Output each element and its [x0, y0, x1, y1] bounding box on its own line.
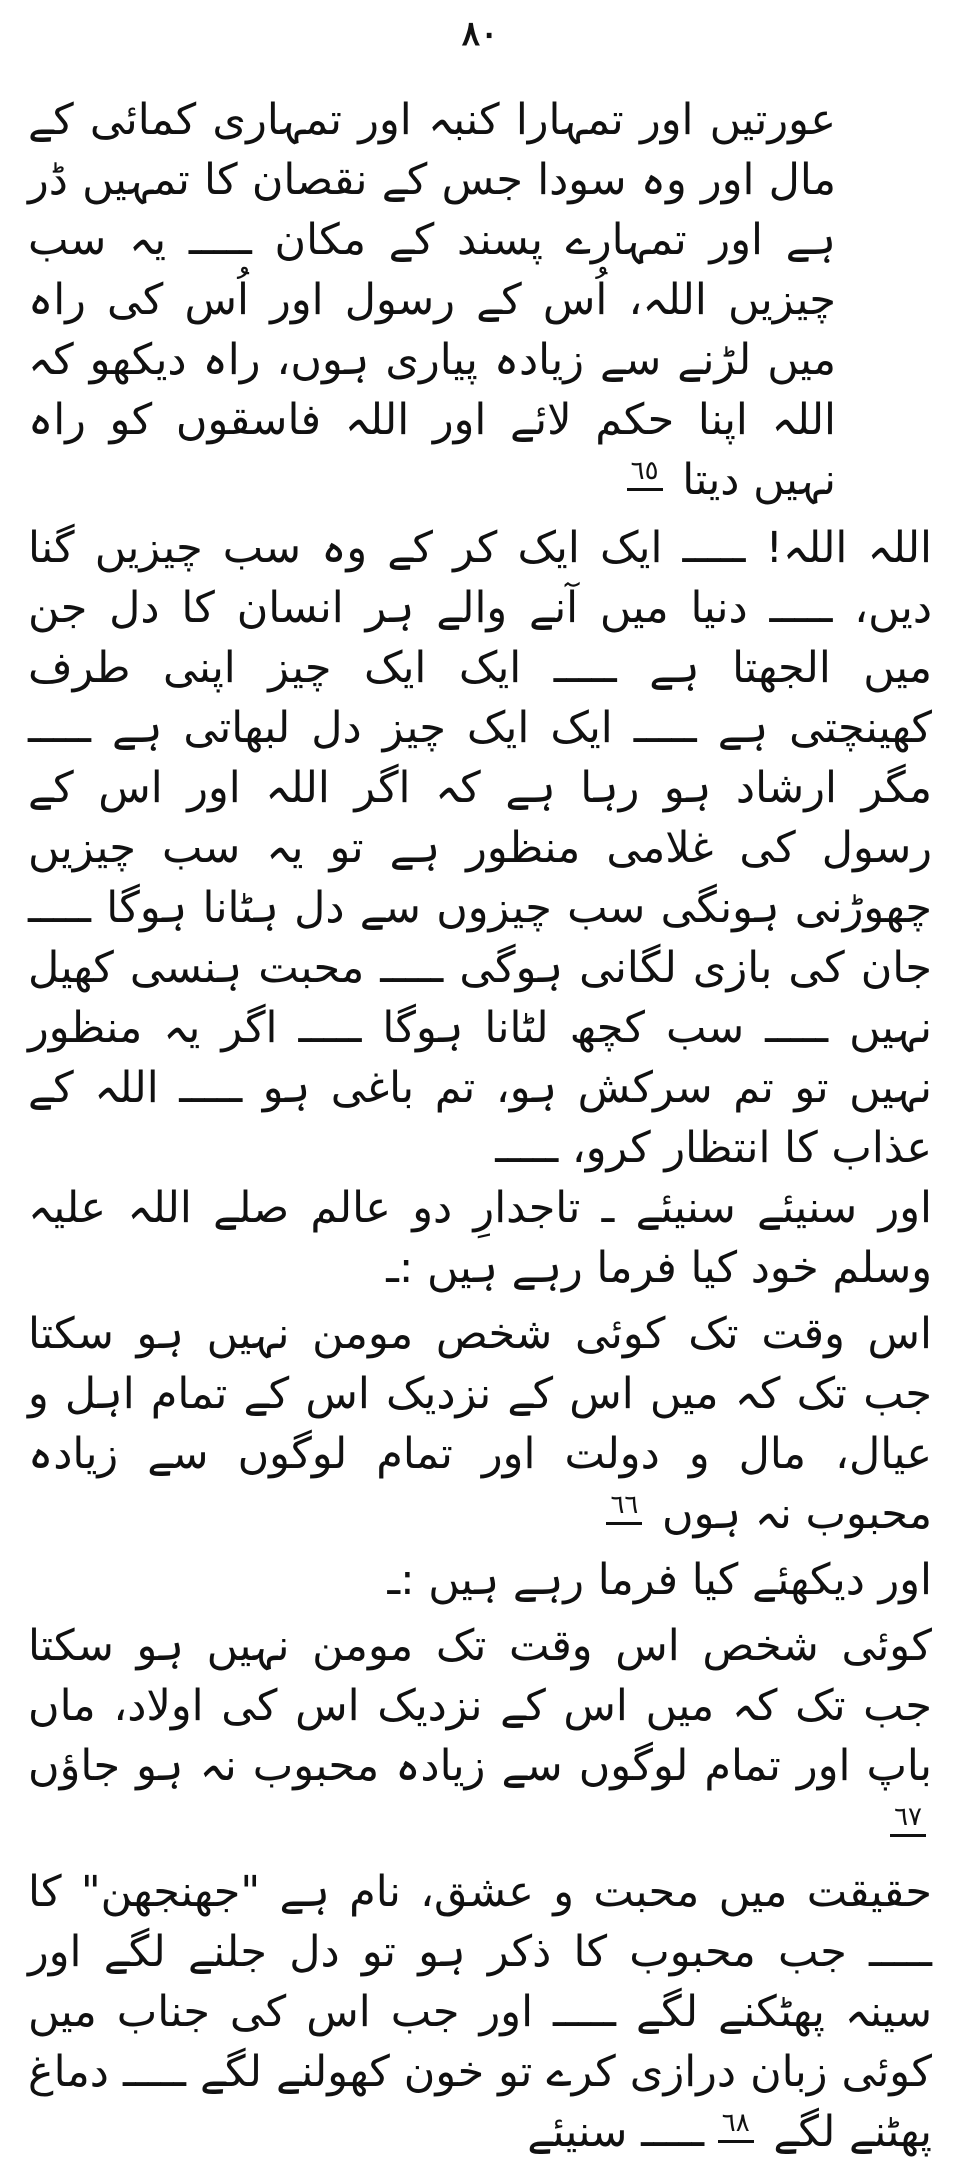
page-body: [28, 90, 932, 2162]
quran-quote-text: عورتیں اور تمہارا کنبہ اور تمہاری کمائی کے مال اور وہ سودا جس کے نقصان کا تمہیں ڈر ہے اور تمہارے پسند کے مکان ـــــ یہ سب چیزیں اللہ، اُس کے رسول اور اُس کی راہ میں لڑنے سے زیادہ پیاری ہوں، راہ دیکھو کہ اللہ اپنا حکم لائے اور اللہ فاسقوں کو راہ نہیں دیتا: [28, 95, 836, 505]
quran-quote: [28, 90, 932, 510]
footnote-65: ٦٥: [627, 458, 663, 491]
closing-paragraph: [28, 1862, 932, 2162]
hadith-intro-1: [28, 1178, 932, 1298]
hadith-intro-2-text: اور دیکھئے کیا فرما رہے ہیں :ـ: [387, 1555, 932, 1605]
hadith-intro-2: [28, 1550, 932, 1610]
footnote-68: ٦٨: [718, 2110, 754, 2143]
closing-text: حقیقت میں محبت و عشق، نام ہے "جھنجھن" کا ـــــ جب محبوب کا ذکر ہو تو دل جلنے لگے اور سینہ پھٹکنے لگے ـــــ اور جب اس کی جناب میں کوئی زبان درازی کرے تو خون کھولنے لگے ـــــ دماغ پھٹنے لگے: [28, 1867, 932, 2157]
hadith-1-text: اس وقت تک کوئی شخص مومن نہیں ہو سکتا جب تک کہ میں اس کے نزدیک اس کے تمام اہل و عیال، مال و دولت اور تمام لوگوں سے زیادہ محبوب نہ ہوں: [28, 1309, 932, 1539]
hadith-1: [28, 1304, 932, 1544]
hadith-2-text: کوئی شخص اس وقت تک مومن نہیں ہو سکتا جب تک کہ میں اس کے نزدیک اس کی اولاد، ماں باپ اور تمام لوگوں سے زیادہ محبوب نہ ہو جاؤں: [28, 1621, 932, 1791]
page-number: ٨٠: [461, 14, 499, 54]
commentary-paragraph: [28, 518, 932, 1178]
commentary-text: اللہ اللہ! ـــــ ایک ایک کر کے وہ سب چیزیں گنا دیں، ـــــ دنیا میں آنے والے ہر انسان کا دل جن میں الجھتا ہے ـــــ ایک ایک چیز اپنی طرف کھینچتی ہے ـــــ ایک ایک چیز دل لبھاتی ہے ـــــ مگر ارشاد ہو رہا ہے کہ اگر اللہ اور اس کے رسول کی غلامی منظور ہے تو یہ سب چیزیں چھوڑنی ہونگی سب چیزوں سے دل ہٹانا ہوگا ـــــ جان کی بازی لگانی ہوگی ـــــ محبت ہنسی کھیل نہیں ـــــ سب کچھ لٹانا ہوگا ـــــ اگر یہ منظور نہیں تو تم سرکش ہو، تم باغی ہو ـــــ اللہ کے عذاب کا انتظار کرو، ـــــ: [28, 523, 932, 1173]
footnote-66: ٦٦: [606, 1492, 642, 1525]
footnote-67: ٦٧: [890, 1804, 926, 1837]
hadith-intro-1-text: اور سنیئے سنیئے ـ تاجدارِ دو عالم صلے اللہ علیہ وسلم خود کیا فرما رہے ہیں :ـ: [28, 1183, 932, 1293]
closing-tail: ـــــ سنیئے: [527, 2107, 705, 2157]
hadith-2: [28, 1616, 932, 1856]
